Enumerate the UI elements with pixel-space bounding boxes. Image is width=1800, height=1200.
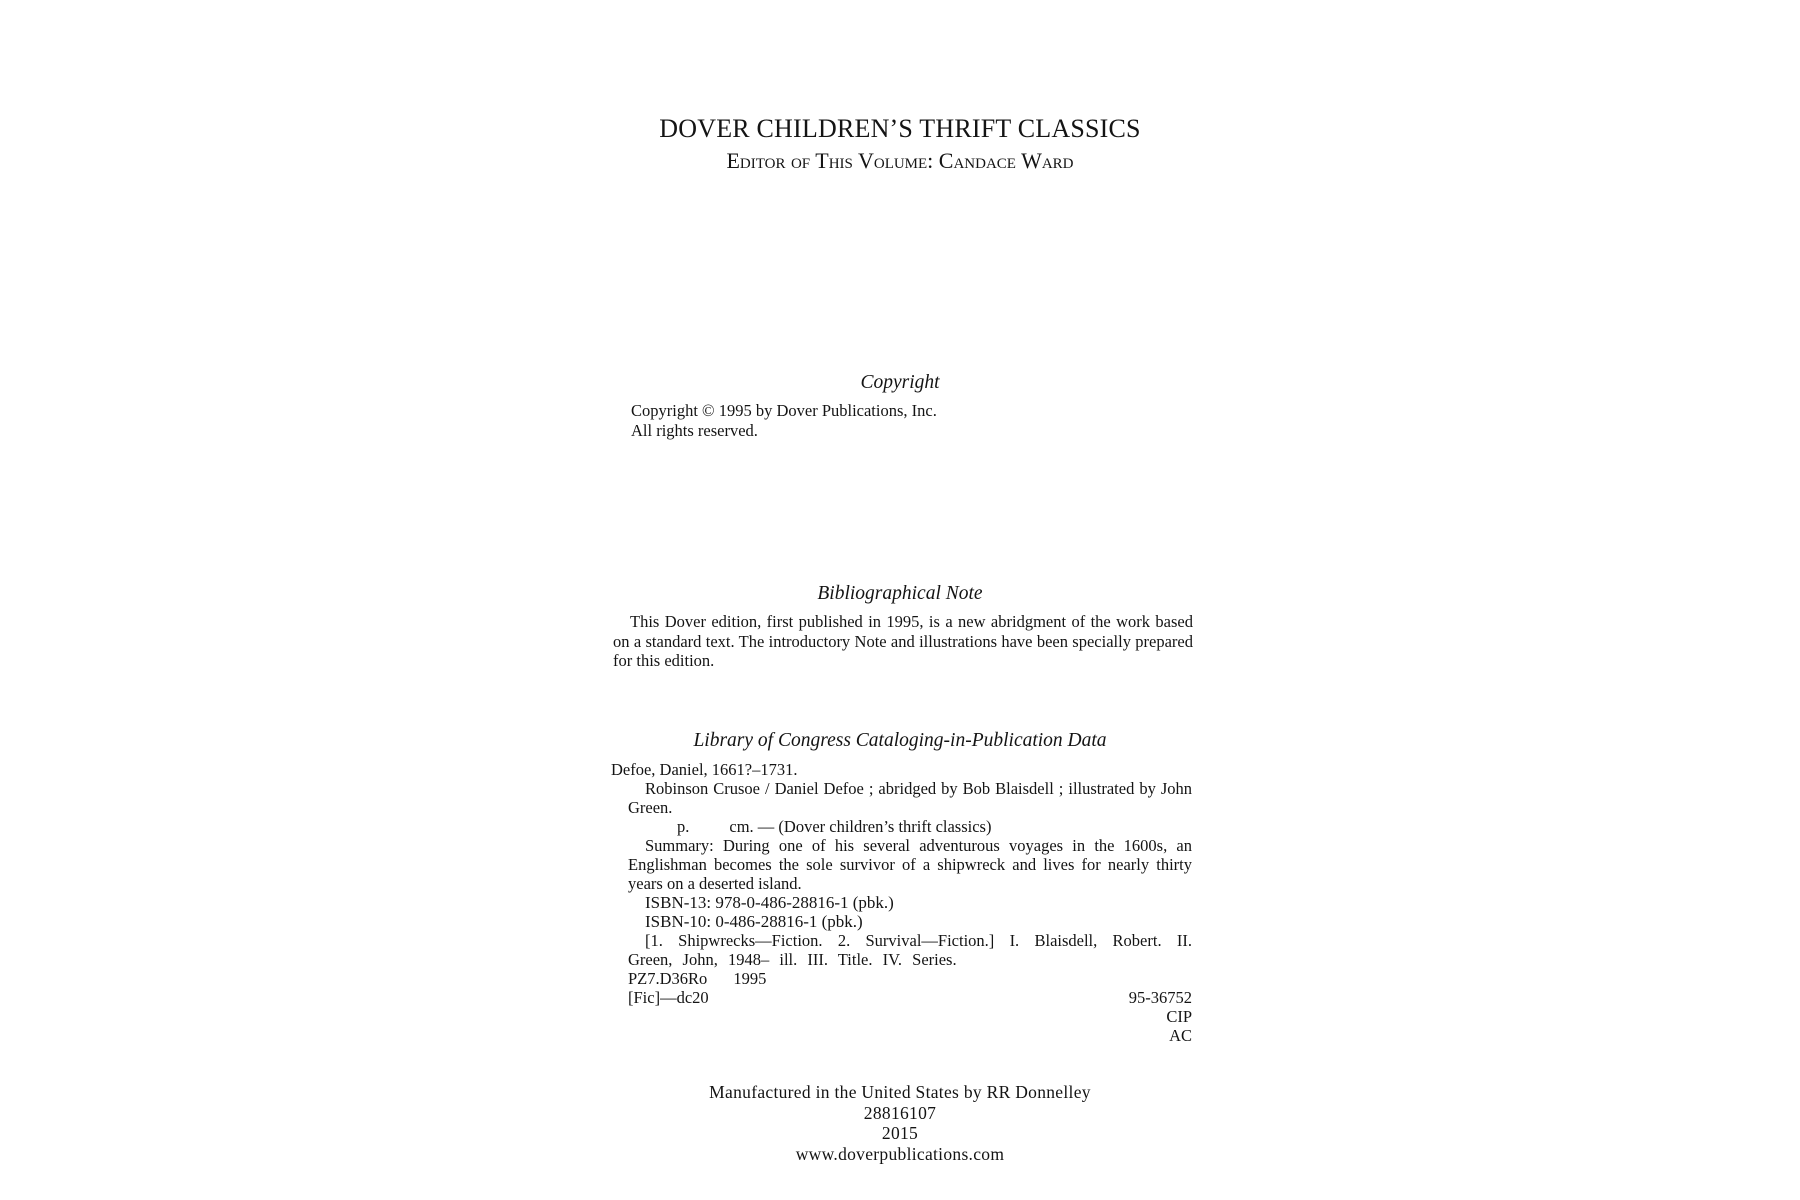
cip-isbn10: ISBN-10: 0-486-28816-1 (pbk.) <box>645 912 863 931</box>
cip-ac-label: AC <box>1169 1026 1192 1045</box>
printing-info <box>0 1082 1800 1164</box>
cip-physical-description <box>611 817 1192 836</box>
publisher-website: www.doverpublications.com <box>795 1143 1005 1164</box>
cip-dewey: [Fic]—dc20 <box>628 988 709 1007</box>
cip-label: CIP <box>1166 1007 1192 1026</box>
cip-call-number-line <box>611 969 1192 988</box>
cip-isbn13: ISBN-13: 978-0-486-28816-1 (pbk.) <box>645 893 894 912</box>
copyright-heading: Copyright <box>860 372 940 393</box>
cip-bottom-row <box>611 988 1192 1045</box>
print-number-line <box>0 1103 1800 1144</box>
cip-data-block <box>611 760 1192 1045</box>
cip-title-statement: Robinson Crusoe / Daniel Defoe ; abridged by Bob Blaisdell ; illustrated by John Green. <box>628 779 1192 817</box>
copyright-line: Copyright © 1995 by Dover Publications, Inc. <box>631 401 937 420</box>
cip-right-column <box>1129 988 1192 1045</box>
print-number: 28816107 <box>863 1102 937 1123</box>
cip-subjects: [1. Shipwrecks—Fiction. 2. Survival—Fiction.] I. Blaisdell, Robert. II. Green, John, 1948– ill. III. Title. IV. Series. <box>628 931 1192 969</box>
page-header <box>0 112 1800 176</box>
cip-call-number: PZ7.D36Ro <box>628 969 708 988</box>
print-year: 2015 <box>881 1123 919 1143</box>
bibliographical-note-text: This Dover edition, first published in 1995, is a new abridgment of the work based on a standard text. The introductory Note and illustrations have been specially prepared for this edition. <box>613 612 1193 670</box>
cip-call-year: 1995 <box>733 969 767 988</box>
bibliographical-note-heading: Bibliographical Note <box>817 583 983 604</box>
editor-line: Editor of This Volume: Candace Ward <box>726 148 1074 173</box>
cip-physical-cm: cm. — (Dover children’s thrift classics) <box>729 817 992 836</box>
cip-summary: Summary: During one of his several adventurous voyages in the 1600s, an Englishman becomes the sole survivor of a shipwreck and lives for nearly thirty years on a deserted island. <box>628 836 1192 893</box>
series-title: DOVER CHILDREN’S THRIFT CLASSICS <box>659 114 1141 143</box>
copyright-notice <box>631 401 937 440</box>
manufacturer-line: Manufactured in the United States by RR Donnelley <box>709 1082 1091 1102</box>
rights-reserved: All rights reserved. <box>631 420 758 440</box>
cip-lccn: 95-36752 <box>1128 988 1192 1007</box>
cip-physical-p: p. <box>677 817 690 836</box>
cip-heading: Library of Congress Cataloging-in-Publication Data <box>693 730 1107 751</box>
cip-author: Defoe, Daniel, 1661?–1731. <box>611 760 798 779</box>
